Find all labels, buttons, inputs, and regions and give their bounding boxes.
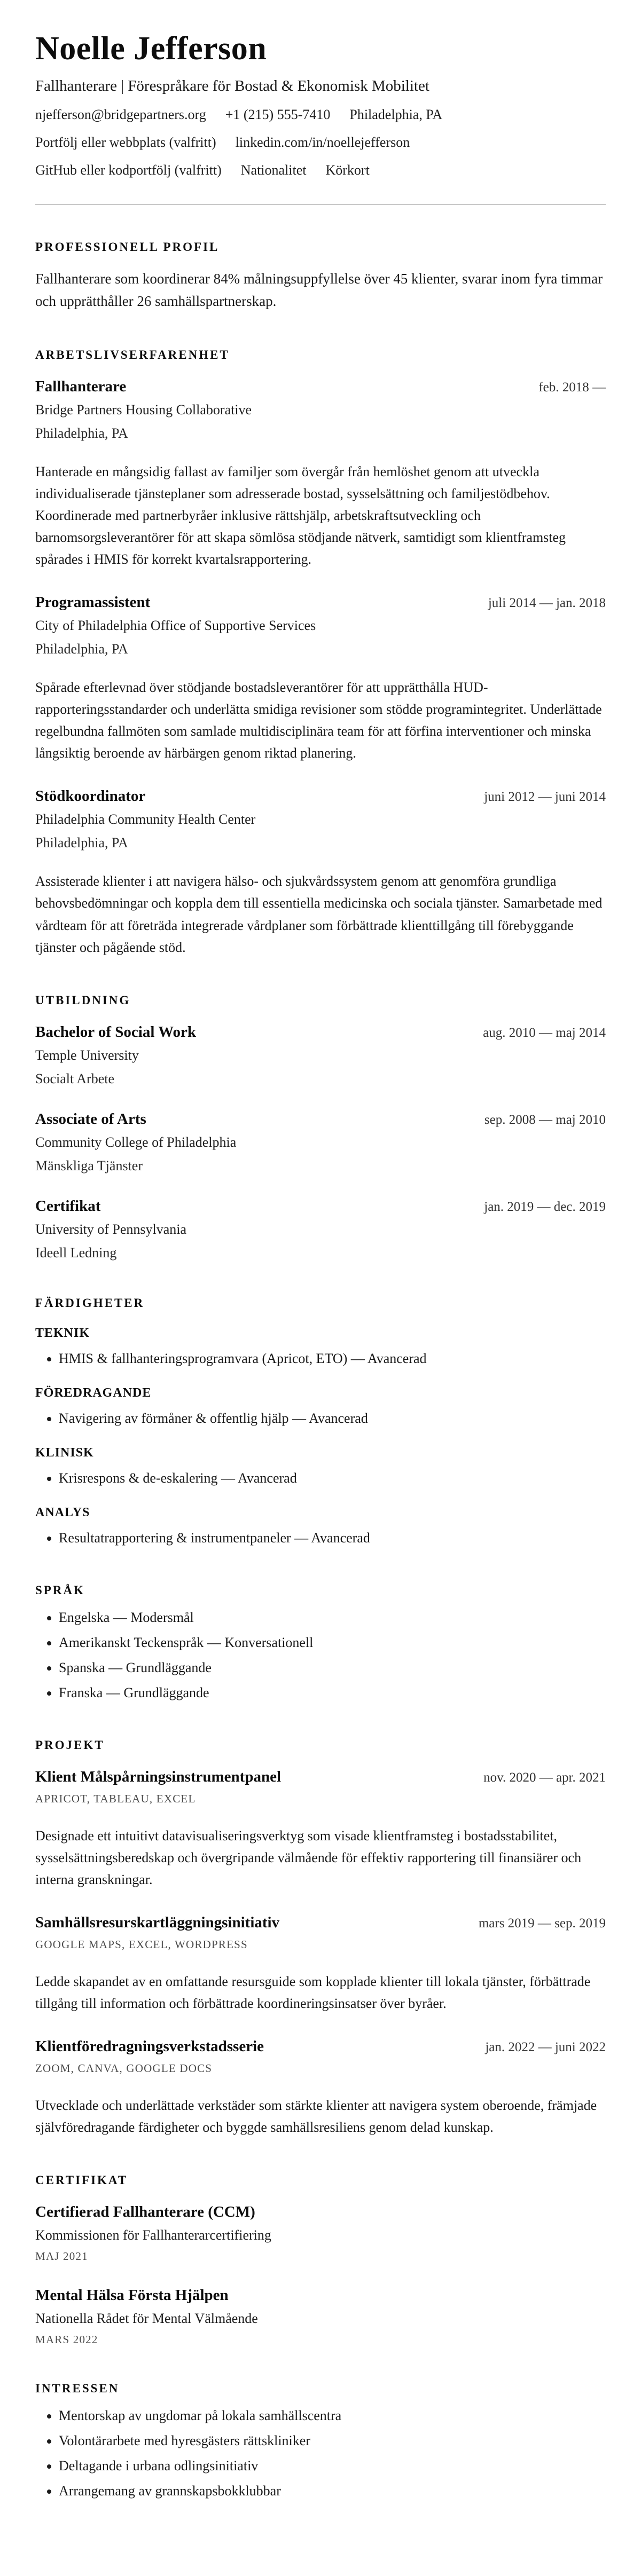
skill-item: • Navigering av förmåner & offentlig hjälp — Avancerad — [59, 1408, 606, 1429]
experience-entry — [35, 787, 606, 958]
skills-heading: FÄRDIGHETER — [35, 1296, 145, 1310]
job-location: Philadelphia, PA — [35, 641, 128, 657]
field-of-study: Ideell Ledning — [35, 1244, 117, 1261]
project-entry — [35, 2038, 606, 2138]
education-heading: UTBILDNING — [35, 993, 131, 1007]
skill-item: • Krisrespons & de-eskalering — Avancerad — [59, 1468, 606, 1488]
job-description: Hanterade en mångsidig fallast av familjer som övergår från hemlöshet genom att utveckla individualiserade tjänsteplaner som adresserade bostad, sysselsättning och familjestödbehov. Koordinerade med partnerbyråer inklusive rättshjälp, arbetskraftsutveckling och barnomsorgsleverantörer för att skapa sömlösa stödjande nätverk, samtidigt som klientframsteg spårades i HMIS för korrekt kvartalsrapportering. — [35, 463, 566, 567]
degree-date: aug. 2010 — maj 2014 — [483, 1025, 606, 1040]
education-entry-head — [35, 1110, 606, 1128]
certificate-date: MAJ 2021 — [35, 2250, 88, 2263]
school-name: University of Pennsylvania — [35, 1221, 187, 1237]
job-location: Philadelphia, PA — [35, 425, 128, 441]
section-skills — [35, 1296, 606, 1548]
interest-item: • Volontärarbete med hyresgästers rättskliniker — [59, 2430, 606, 2451]
field-of-study: Socialt Arbete — [35, 1070, 115, 1086]
school-name: Community College of Philadelphia — [35, 1134, 237, 1150]
language-item: • Franska — Grundläggande — [59, 1682, 606, 1703]
project-description: Designade ett intuitivt datavisualiseringsverktyg som visade klientframsteg i bostadsstabilitet, sysselsättningsberedskap och övergripande välmående för effektiv rapportering till finansiärer och interna granskningar. — [35, 1827, 582, 1887]
experience-list — [35, 378, 606, 958]
skill-item: • HMIS & fallhanteringsprogramvara (Apricot, ETO) — Avancerad — [59, 1348, 606, 1369]
skills-list — [35, 1326, 606, 1548]
project-entry — [35, 1768, 606, 1890]
job-title: Fallhanterare — [35, 377, 127, 395]
project-entry-head — [35, 1768, 606, 1786]
section-profile — [35, 240, 606, 313]
job-location: Philadelphia, PA — [35, 835, 128, 851]
education-entry-head — [35, 1198, 606, 1215]
languages-list — [35, 1607, 606, 1703]
project-description: Ledde skapandet av en omfattande resursguide som kopplade klienter till lokala tjänster, förbättrade tillgång till information och förbättrade koordineringsinsatser över byråer. — [35, 1973, 591, 2012]
language-item: • Spanska — Grundläggande — [59, 1657, 606, 1678]
languages-heading: SPRÅK — [35, 1583, 85, 1597]
contact-email[interactable]: njefferson@bridgepartners.org — [35, 107, 206, 122]
skill-items — [35, 1408, 606, 1429]
project-entry-head — [35, 2038, 606, 2055]
project-title: Klient Målspårningsinstrumentpanel — [35, 1768, 282, 1785]
project-tools: APRICOT, TABLEAU, EXCEL — [35, 1792, 196, 1805]
contact-row-1 — [35, 107, 606, 123]
degree-date: sep. 2008 — maj 2010 — [484, 1112, 606, 1127]
resume-header — [35, 30, 606, 178]
skill-item: • Resultatrapportering & instrumentpaneler — Avancerad — [59, 1527, 606, 1548]
interests-heading: INTRESSEN — [35, 2382, 120, 2396]
contact-license: Körkort — [325, 162, 370, 178]
language-item: • Engelska — Modersmål — [59, 1607, 606, 1628]
section-languages — [35, 1584, 606, 1703]
contact-row-2 — [35, 135, 606, 151]
education-entry — [35, 1023, 606, 1087]
certificate-entry — [35, 2203, 606, 2263]
skill-category: FÖREDRAGANDE — [35, 1385, 152, 1400]
job-company: Bridge Partners Housing Collaborative — [35, 401, 252, 417]
education-list — [35, 1023, 606, 1261]
contact-github: GitHub eller kodportfölj (valfritt) — [35, 162, 222, 178]
section-interests — [35, 2382, 606, 2501]
projects-heading: PROJEKT — [35, 1738, 105, 1752]
project-title: Samhällsresurskartläggningsinitiativ — [35, 1913, 280, 1931]
project-entry — [35, 1914, 606, 2014]
section-experience — [35, 348, 606, 958]
certificate-title: Mental Hälsa Första Hjälpen — [35, 2287, 229, 2304]
project-date: mars 2019 — sep. 2019 — [478, 1916, 606, 1931]
contact-phone: +1 (215) 555-7410 — [225, 107, 331, 122]
experience-entry — [35, 378, 606, 570]
candidate-tagline: Fallhanterare | Förespråkare för Bostad & Ekonomisk Mobilitet — [35, 77, 429, 94]
education-entry — [35, 1198, 606, 1261]
section-projects — [35, 1738, 606, 2139]
skill-group — [35, 1506, 606, 1548]
skill-group — [35, 1326, 606, 1369]
language-item: • Amerikanskt Teckenspråk — Konversationell — [59, 1632, 606, 1653]
section-education — [35, 994, 606, 1261]
project-entry-head — [35, 1914, 606, 1932]
certificate-date: MARS 2022 — [35, 2333, 98, 2346]
contact-linkedin[interactable]: linkedin.com/in/noellejefferson — [235, 135, 410, 150]
job-date: juli 2014 — jan. 2018 — [488, 596, 606, 611]
skill-items — [35, 1527, 606, 1548]
job-company: City of Philadelphia Office of Supportive Services — [35, 618, 316, 634]
certificate-title: Certifierad Fallhanterare (CCM) — [35, 2203, 255, 2221]
skill-items — [35, 1348, 606, 1369]
degree-title: Certifikat — [35, 1197, 101, 1215]
profile-text: Fallhanterare som koordinerar 84% målningsuppfyllelse över 45 klienter, svarar inom fyra timmar och upprätthåller 26 samhällspartnerskap. — [35, 271, 603, 309]
field-of-study: Mänskliga Tjänster — [35, 1157, 143, 1173]
education-entry — [35, 1110, 606, 1174]
certificate-entry — [35, 2287, 606, 2346]
degree-title: Associate of Arts — [35, 1110, 146, 1128]
project-tools: ZOOM, CANVA, GOOGLE DOCS — [35, 2062, 213, 2075]
interest-item: • Arrangemang av grannskapsbokklubbar — [59, 2480, 606, 2501]
interest-item: • Deltagande i urbana odlingsinitiativ — [59, 2455, 606, 2476]
certificates-list — [35, 2203, 606, 2346]
job-description: Spårade efterlevnad över stödjande bostadsleverantörer för att upprätthålla HUD-rapporteringsstandarder och underlätta smidiga revisioner som stödde programintegritet. Underlättade regelbundna fallmöten som samlade multidisciplinära team för att förfina interventioner och minska långsiktig beroende av härbärgen genom riktad planering. — [35, 680, 602, 761]
skill-group — [35, 1446, 606, 1488]
experience-entry-head — [35, 787, 606, 805]
contact-location: Philadelphia, PA — [349, 107, 443, 122]
certificate-issuer: Nationella Rådet för Mental Välmående — [35, 2311, 258, 2327]
skill-group — [35, 1386, 606, 1429]
degree-title: Bachelor of Social Work — [35, 1023, 197, 1041]
project-tools: GOOGLE MAPS, EXCEL, WORDPRESS — [35, 1937, 248, 1951]
project-date: jan. 2022 — juni 2022 — [485, 2040, 606, 2055]
profile-heading: PROFESSIONELL PROFIL — [35, 240, 220, 254]
contact-website: Portfölj eller webbplats (valfritt) — [35, 135, 216, 150]
project-date: nov. 2020 — apr. 2021 — [483, 1770, 606, 1785]
job-title: Programassistent — [35, 594, 151, 611]
experience-entry-head — [35, 594, 606, 611]
certificates-heading: CERTIFIKAT — [35, 2173, 128, 2187]
experience-entry-head — [35, 378, 606, 396]
header-divider — [35, 204, 606, 205]
skill-category: TEKNIK — [35, 1326, 90, 1340]
project-title: Klientföredragningsverkstadsserie — [35, 2038, 264, 2055]
interest-item: • Mentorskap av ungdomar på lokala samhällscentra — [59, 2405, 606, 2426]
experience-heading: ARBETSLIVSERFARENHET — [35, 348, 230, 361]
job-title: Stödkoordinator — [35, 787, 146, 805]
projects-list — [35, 1768, 606, 2139]
degree-date: jan. 2019 — dec. 2019 — [484, 1199, 606, 1214]
skill-category: KLINISK — [35, 1445, 94, 1460]
candidate-name: Noelle Jefferson — [35, 30, 267, 67]
job-date: juni 2012 — juni 2014 — [484, 790, 606, 805]
contact-row-3 — [35, 162, 606, 178]
job-description: Assisterade klienter i att navigera hälso- och sjukvårdssystem genom att genomföra grundliga behovsbedömningar och koppla dem till essentiella medicinska och sociala tjänster. Samarbetade med vårdteam för att företräda integrerade vårdplaner som förbättrade klienttillgång till förebyggande tjänster och pågående stöd. — [35, 873, 603, 955]
certificate-issuer: Kommissionen för Fallhanterarcertifiering — [35, 2227, 271, 2243]
education-entry-head — [35, 1023, 606, 1041]
interests-list — [35, 2405, 606, 2501]
job-date: feb. 2018 — — [538, 380, 606, 395]
school-name: Temple University — [35, 1047, 139, 1063]
experience-entry — [35, 594, 606, 764]
section-certificates — [35, 2173, 606, 2346]
job-company: Philadelphia Community Health Center — [35, 812, 256, 828]
contact-nationality: Nationalitet — [240, 162, 307, 178]
skill-items — [35, 1468, 606, 1488]
skill-category: ANALYS — [35, 1505, 90, 1519]
project-description: Utvecklade och underlättade verkstäder som stärkte klienter att navigera system oberoende, främjade självföredragande färdigheter och byggde samhällsresiliens genom delad kunskap. — [35, 2098, 597, 2136]
